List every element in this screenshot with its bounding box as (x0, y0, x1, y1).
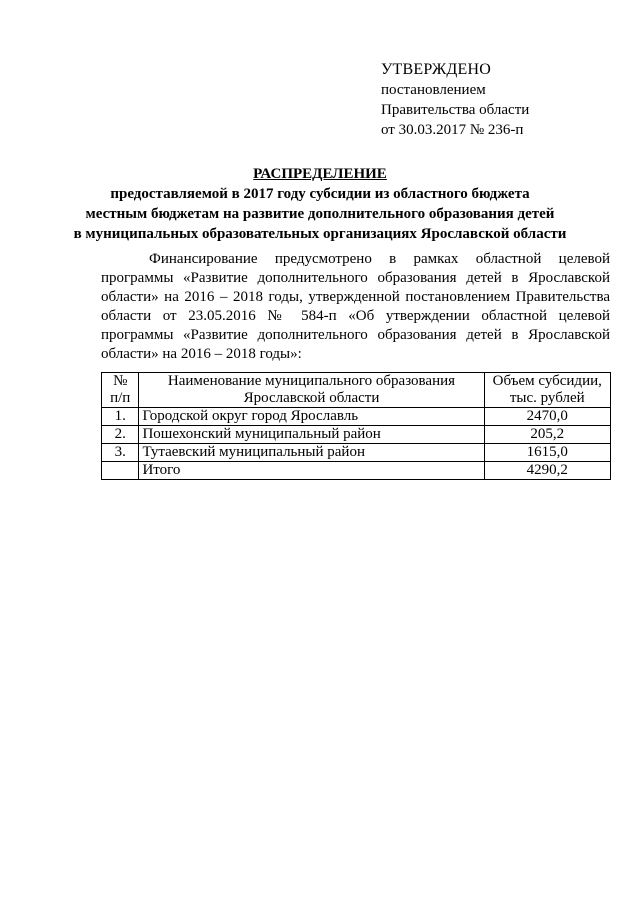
row-name: Пошехонский муниципальный район (139, 426, 484, 444)
approval-heading: УТВЕРЖДЕНО (381, 61, 492, 78)
approval-line: Правительства области (381, 102, 530, 118)
header-num (102, 373, 139, 408)
total-num (102, 462, 139, 480)
title-main: РАСПРЕДЕЛЕНИЕ (253, 166, 387, 182)
row-name: Тутаевский муниципальный район (139, 444, 484, 462)
row-amount: 2470,0 (484, 408, 611, 426)
title-line: в муниципальных образовательных организациях Ярославской области (73, 226, 567, 242)
funding-paragraph: Финансирование предусмотрено в рамках областной целевой программы «Развитие дополнительного образования детей в Ярославской области» на 2016 – 2018 годы, утвержденной постановлением Правительства области от 23.05.2016 № 584-п «Об утверждении областной целевой программы «Развитие дополнительного образования детей в Ярославской области» на 2016 – 2018 годы»: (101, 251, 610, 362)
table-total-row (102, 462, 611, 480)
title-line: местным бюджетам на развитие дополнительного образования детей (85, 206, 555, 222)
header-name-line: Ярославской области (243, 390, 380, 406)
header-amount-line: тыс. рублей (509, 390, 585, 406)
row-amount: 1615,0 (484, 444, 611, 462)
table-row (102, 444, 611, 462)
row-name: Городской округ город Ярославль (139, 408, 484, 426)
total-amount: 4290,2 (484, 462, 611, 480)
title-line: предоставляемой в 2017 году субсидии из областного бюджета (110, 186, 530, 202)
header-amount-line: Объем субсидии, (492, 373, 602, 389)
document-title (0, 164, 640, 244)
header-name-line: Наименование муниципального образования (167, 373, 456, 389)
header-num-line: п/п (110, 390, 131, 406)
total-label: Итого (139, 462, 484, 480)
table-row (102, 426, 611, 444)
distribution-table (101, 372, 611, 480)
header-num-line: № (113, 373, 128, 389)
header-amount (484, 373, 611, 408)
header-name (139, 373, 484, 408)
table-row (102, 408, 611, 426)
row-num: 2. (102, 426, 139, 444)
row-num: 1. (102, 408, 139, 426)
approval-stamp (381, 60, 529, 140)
row-num: 3. (102, 444, 139, 462)
approval-line: постановлением (381, 82, 486, 98)
row-amount: 205,2 (484, 426, 611, 444)
approval-line: от 30.03.2017 № 236-п (381, 122, 524, 138)
table-header-row (102, 373, 611, 408)
